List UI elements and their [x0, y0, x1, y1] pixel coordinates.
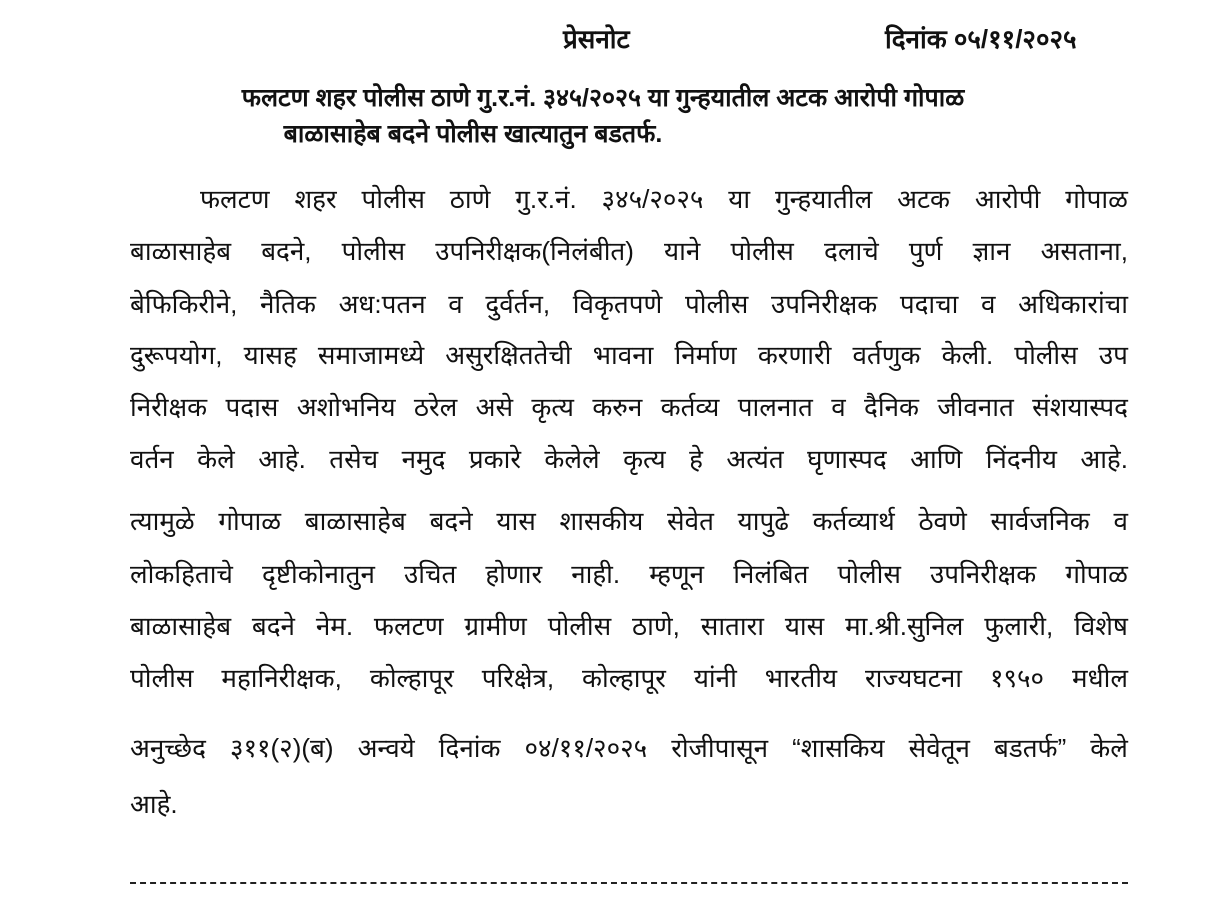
- word: अन्वये: [357, 733, 415, 763]
- body-line: [130, 440, 1128, 476]
- press-note-date: दिनांक ०५/११/२०२५: [885, 24, 1077, 54]
- word: आरोपी: [974, 184, 1041, 214]
- word: बदने: [429, 506, 473, 536]
- headline-line-2: बाळासाहेब बदने पोलीस खात्यातुन बडतर्फ.: [283, 120, 663, 148]
- word: फलटण: [200, 184, 270, 214]
- word: आहे.: [258, 444, 306, 474]
- body-line: [130, 336, 1128, 372]
- word: होणार: [485, 559, 543, 589]
- word: यास: [784, 611, 825, 641]
- word: दृष्टीकोनातुन: [262, 559, 375, 589]
- word: गोपाळ: [1065, 184, 1128, 214]
- word: राज्यघटना: [865, 663, 963, 693]
- word: मधील: [1072, 663, 1128, 693]
- word: गोपाळ: [218, 506, 282, 536]
- word: ३४५/२०२५: [601, 184, 704, 214]
- word: सातारा: [700, 611, 764, 641]
- word: फुलारी,: [984, 611, 1054, 641]
- word: विशेष: [1074, 611, 1128, 641]
- word: पोलीस: [341, 236, 406, 266]
- word: व: [448, 289, 463, 319]
- word: केली.: [941, 340, 994, 370]
- word: बेफिकिरीने,: [130, 289, 238, 319]
- dashed-divider: [130, 882, 1128, 884]
- word: अटक: [897, 184, 951, 214]
- word: आणि: [910, 444, 963, 474]
- word: ठाणे,: [632, 611, 680, 641]
- word: करुन: [592, 392, 643, 422]
- word: कर्तव्य: [660, 392, 720, 422]
- word: यास: [496, 506, 536, 536]
- word: घृणास्पद: [807, 444, 887, 474]
- word: निरीक्षक: [130, 392, 208, 422]
- word: सेवेत: [667, 506, 714, 536]
- word: पोलीस: [684, 289, 749, 319]
- word: फलटण: [373, 611, 444, 641]
- body-line: [130, 388, 1128, 424]
- word: अध:पतन: [338, 289, 426, 319]
- body-line: आहे.: [130, 789, 178, 819]
- word: उचित: [403, 559, 457, 589]
- word: नाही.: [571, 559, 621, 589]
- word: बदने,: [261, 236, 312, 266]
- body-line: [130, 659, 1128, 695]
- word: तसेच: [329, 444, 379, 474]
- word: पोलीस: [1014, 340, 1078, 370]
- word: ३११(२)(ब): [229, 733, 334, 763]
- word: शासकीय: [559, 506, 644, 536]
- word: दलाचे: [824, 236, 879, 266]
- word: नमुद: [401, 444, 446, 474]
- word: यासह: [243, 340, 297, 370]
- word: उप: [1098, 340, 1128, 370]
- word: वर्तणुक: [852, 340, 921, 370]
- body-line: [130, 729, 1128, 765]
- word: कर्तव्यार्थ: [812, 506, 895, 536]
- word: यांनी: [693, 663, 737, 693]
- word: बदने: [251, 611, 295, 641]
- word: असे: [475, 392, 514, 422]
- word: भावना: [592, 340, 654, 370]
- word: जीवनात: [937, 392, 1014, 422]
- word: पदाचा: [899, 289, 959, 319]
- word: व: [1113, 506, 1128, 536]
- word: दुर्वर्तन,: [485, 289, 551, 319]
- word: प्रकारे: [468, 444, 521, 474]
- word: ठेवणे: [918, 506, 967, 536]
- word: अनुच्छेद: [130, 733, 206, 763]
- word: अशोभनिय: [296, 392, 396, 422]
- word: विकृतपणे: [572, 289, 663, 319]
- word: संशयास्पद: [1032, 392, 1128, 422]
- word: निंदनीय: [985, 444, 1057, 474]
- word: बाळासाहेब: [130, 236, 232, 266]
- word: बडतर्फ”: [993, 733, 1067, 763]
- word: महानिरीक्षक,: [221, 663, 342, 693]
- body-line: [130, 285, 1128, 321]
- word: म्हणून: [649, 559, 705, 589]
- word: गु.र.नं.: [515, 184, 577, 214]
- word: उपनिरीक्षक(निलंबीत): [435, 236, 634, 266]
- word: पोलीस: [837, 559, 901, 589]
- word: नैतिक: [259, 289, 316, 319]
- word: सेवेतून: [908, 733, 970, 763]
- press-note-label: प्रेसनोट: [563, 24, 630, 54]
- word: पोलीस: [547, 611, 612, 641]
- word: व: [981, 289, 996, 319]
- word: १९५०: [989, 663, 1045, 693]
- headline-line-1: फलटण शहर पोलीस ठाणे गु.र.नं. ३४५/२०२५ या गुन्हयातील अटक आरोपी गोपाळ: [241, 84, 965, 112]
- word: पोलीस: [730, 236, 794, 266]
- word: केलेले: [544, 444, 600, 474]
- body-line: [130, 232, 1128, 268]
- word: आहे.: [1080, 444, 1128, 474]
- word: लोकहिताचे: [130, 559, 233, 589]
- word: त्यामुळे: [130, 506, 195, 536]
- word: पोलीस: [130, 663, 194, 693]
- word: पुर्ण: [908, 236, 943, 266]
- word: केले: [197, 444, 235, 474]
- word: अधिकारांचा: [1018, 289, 1128, 319]
- word: गुन्हयातील: [775, 184, 873, 214]
- word: कोल्हापूर: [582, 663, 666, 693]
- word: बाळासाहेब: [130, 611, 232, 641]
- word: पदास: [225, 392, 279, 422]
- word: व: [831, 392, 846, 422]
- word: केले: [1090, 733, 1128, 763]
- word: उपनिरीक्षक: [930, 559, 1037, 589]
- word: अत्यंत: [726, 444, 784, 474]
- word: निर्माण: [674, 340, 737, 370]
- word: असुरक्षिततेची: [445, 340, 572, 370]
- body-line: [130, 607, 1128, 643]
- body-line: [130, 502, 1128, 538]
- word: ठरेल: [413, 392, 458, 422]
- word: दैनिक: [864, 392, 919, 422]
- body-line: [200, 180, 1128, 216]
- word: ठाणे: [449, 184, 491, 214]
- word: बाळासाहेब: [304, 506, 406, 536]
- word: पोलीस: [361, 184, 425, 214]
- word: ज्ञान: [972, 236, 1011, 266]
- word: रोजीपासून: [671, 733, 769, 763]
- word: “शासकिय: [792, 733, 885, 763]
- word: वर्तन: [130, 444, 174, 474]
- word: ०४/११/२०२५: [524, 733, 648, 763]
- word: शहर: [294, 184, 337, 214]
- word: करणारी: [757, 340, 832, 370]
- word: ग्रामीण: [464, 611, 527, 641]
- word: पालनात: [737, 392, 813, 422]
- word: भारतीय: [764, 663, 838, 693]
- word: असताना,: [1040, 236, 1128, 266]
- word: कोल्हापूर: [369, 663, 454, 693]
- word: या: [728, 184, 751, 214]
- word: मा.श्री.सुनिल: [845, 611, 964, 641]
- word: कृत्य: [623, 444, 666, 474]
- word: कृत्य: [531, 392, 574, 422]
- word: परिक्षेत्र,: [481, 663, 555, 693]
- word: दुरूपयोग,: [130, 340, 223, 370]
- word: सार्वजनिक: [990, 506, 1090, 536]
- word: यापुढे: [737, 506, 789, 536]
- word: याने: [664, 236, 701, 266]
- word: हे: [689, 444, 703, 474]
- word: दिनांक: [438, 733, 501, 763]
- word: नेम.: [315, 611, 354, 641]
- word: उपनिरीक्षक: [771, 289, 878, 319]
- word: निलंबित: [733, 559, 809, 589]
- word: समाजामध्ये: [317, 340, 425, 370]
- body-line: [130, 555, 1128, 591]
- word: गोपाळ: [1065, 559, 1128, 589]
